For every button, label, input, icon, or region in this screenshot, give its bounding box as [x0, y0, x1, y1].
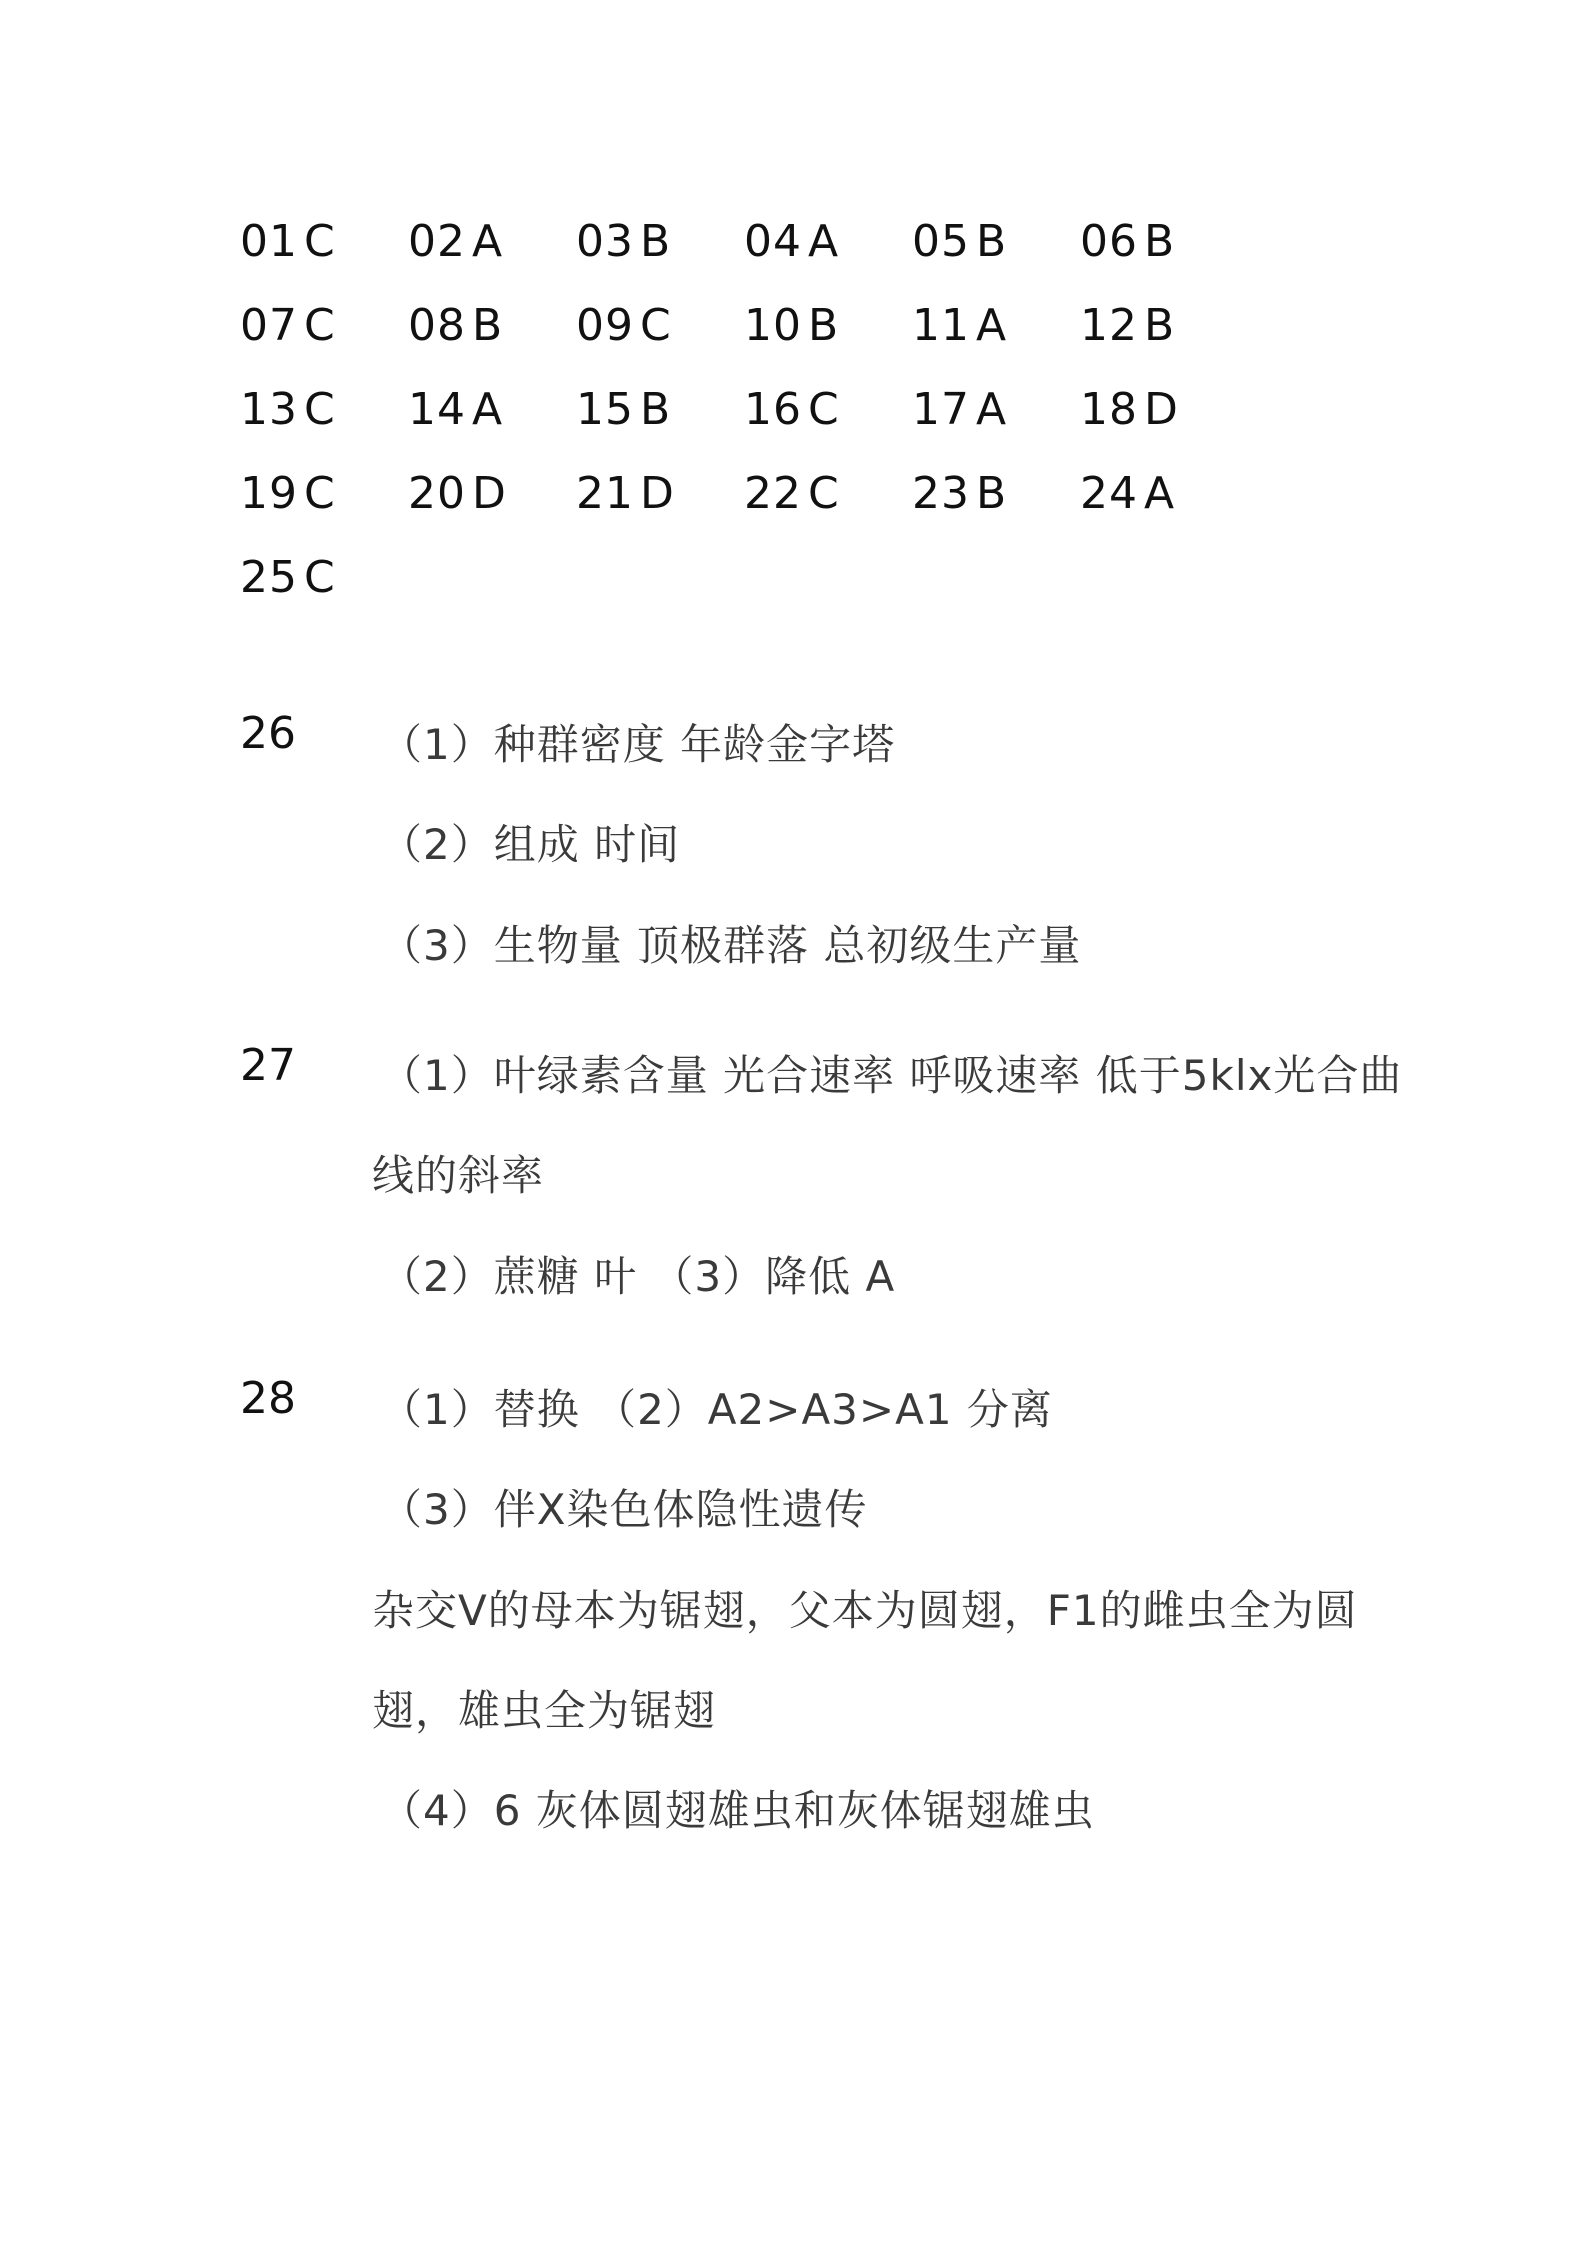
mc-question-number: 02	[408, 216, 466, 267]
mc-answer-item	[576, 200, 744, 284]
mc-answer-letter: A	[976, 384, 1008, 435]
question-26-part-2: （2）组成 时间	[380, 820, 681, 869]
question-26-number: 26	[240, 708, 296, 759]
mc-answer-item	[240, 536, 408, 620]
mc-answer-item	[576, 452, 744, 536]
mc-answer-letter: C	[808, 384, 840, 435]
question-27-number: 27	[240, 1040, 296, 1091]
mc-answer-item	[240, 284, 408, 368]
mc-answer-letter: C	[304, 468, 336, 519]
mc-answer-item	[912, 200, 1080, 284]
mc-answer-item	[744, 200, 912, 284]
mc-question-number: 13	[240, 384, 298, 435]
question-28-explanation: 杂交V的母本为锯翅，父本为圆翅，F1的雌虫全为圆	[372, 1586, 1358, 1635]
mc-question-number: 07	[240, 300, 298, 351]
mc-question-number: 11	[912, 300, 970, 351]
mc-question-number: 16	[744, 384, 802, 435]
mc-answer-item	[912, 368, 1080, 452]
mc-question-number: 06	[1080, 216, 1138, 267]
mc-question-number: 01	[240, 216, 298, 267]
mc-answer-item	[744, 452, 912, 536]
mc-answer-item	[744, 284, 912, 368]
mc-question-number: 08	[408, 300, 466, 351]
mc-answer-item	[408, 452, 576, 536]
mc-answer-letter: C	[304, 300, 336, 351]
mc-answer-item	[1080, 284, 1248, 368]
mc-answer-item	[240, 200, 408, 284]
mc-answer-letter: A	[472, 216, 504, 267]
mc-question-number: 21	[576, 468, 634, 519]
mc-answer-item	[912, 284, 1080, 368]
mc-answer-item	[1080, 200, 1248, 284]
mc-answer-item	[1080, 368, 1248, 452]
mc-answer-letter: D	[640, 468, 675, 519]
mc-answer-letter: B	[808, 300, 840, 351]
mc-answer-letter: D	[472, 468, 507, 519]
mc-answer-item	[240, 452, 408, 536]
mc-answer-letter: C	[640, 300, 672, 351]
mc-question-number: 25	[240, 552, 298, 603]
mc-question-number: 14	[408, 384, 466, 435]
question-28-number: 28	[240, 1373, 296, 1424]
mc-answer-item	[576, 368, 744, 452]
mc-answer-letter: B	[472, 300, 504, 351]
mc-answer-letter: A	[472, 384, 504, 435]
mc-question-number: 19	[240, 468, 298, 519]
mc-question-number: 17	[912, 384, 970, 435]
mc-answer-item	[576, 284, 744, 368]
question-26-part-3: （3）生物量 顶极群落 总初级生产量	[380, 921, 1082, 970]
question-28-part-3: （3）伴X染色体隐性遗传	[380, 1485, 868, 1534]
question-28-part-1-2: （1）替换 （2）A2>A3>A1 分离	[380, 1385, 1053, 1434]
question-27-part-1-continued: 线的斜率	[372, 1151, 545, 1200]
mc-answer-item	[912, 452, 1080, 536]
question-26-part-1: （1）种群密度 年龄金字塔	[380, 720, 896, 769]
mc-answer-item	[408, 284, 576, 368]
question-27-part-1: （1）叶绿素含量 光合速率 呼吸速率 低于5klx光合曲	[380, 1051, 1403, 1100]
mc-question-number: 03	[576, 216, 634, 267]
mc-question-number: 10	[744, 300, 802, 351]
question-27-part-2-3: （2）蔗糖 叶 （3）降低 A	[380, 1252, 896, 1301]
mc-answer-letter: B	[976, 216, 1008, 267]
mc-question-number: 12	[1080, 300, 1138, 351]
mc-answer-item	[408, 200, 576, 284]
mc-answer-letter: B	[1144, 300, 1176, 351]
mc-question-number: 22	[744, 468, 802, 519]
mc-question-number: 18	[1080, 384, 1138, 435]
mc-question-number: 04	[744, 216, 802, 267]
mc-answer-item	[1080, 452, 1248, 536]
mc-question-number: 23	[912, 468, 970, 519]
mc-answer-letter: A	[1144, 468, 1176, 519]
mc-answer-item	[408, 368, 576, 452]
mc-answer-letter: C	[808, 468, 840, 519]
mc-question-number: 09	[576, 300, 634, 351]
question-28-explanation-continued: 翅，雄虫全为锯翅	[372, 1686, 717, 1735]
mc-answer-item	[744, 368, 912, 452]
mc-answer-letter: D	[1144, 384, 1179, 435]
mc-question-number: 05	[912, 216, 970, 267]
mc-answer-letter: C	[304, 216, 336, 267]
mc-question-number: 24	[1080, 468, 1138, 519]
mc-answer-letter: B	[640, 384, 672, 435]
mc-answer-letter: B	[640, 216, 672, 267]
mc-answer-letter: C	[304, 552, 336, 603]
mc-answer-letter: C	[304, 384, 336, 435]
mc-question-number: 15	[576, 384, 634, 435]
mc-answer-item	[240, 368, 408, 452]
question-28-part-4: （4）6 灰体圆翅雄虫和灰体锯翅雄虫	[380, 1786, 1095, 1835]
mc-question-number: 20	[408, 468, 466, 519]
mc-answer-letter: A	[808, 216, 840, 267]
mc-answer-letter: B	[1144, 216, 1176, 267]
multiple-choice-answers	[240, 200, 1248, 620]
mc-answer-letter: B	[976, 468, 1008, 519]
mc-answer-letter: A	[976, 300, 1008, 351]
